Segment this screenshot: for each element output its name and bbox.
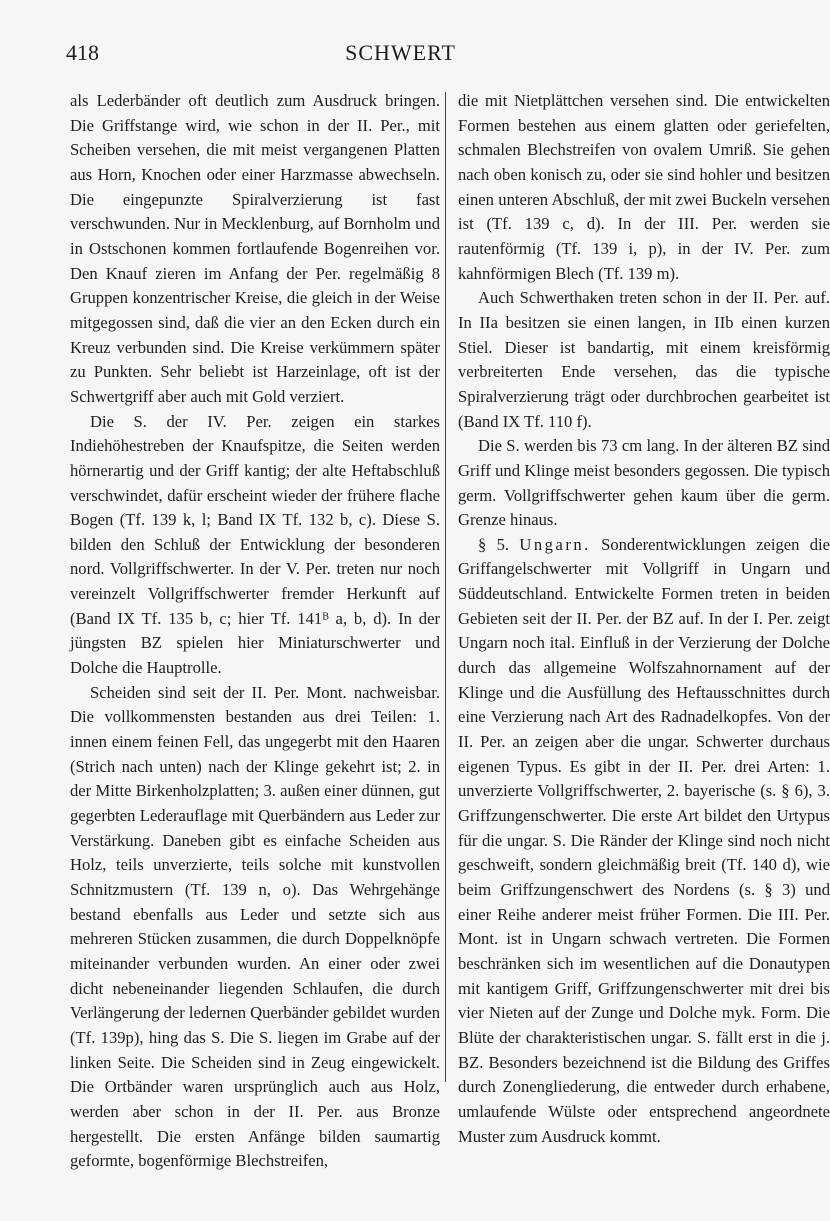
- section-paragraph: [458, 533, 830, 1149]
- column-divider: [445, 92, 446, 1082]
- right-paragraph-1: die mit Nietplättchen versehen sind. Die entwickelten Formen bestehen aus einem glatten oder geriefelten, schmalen Blechstreifen von ovalem Umriß. Sie gehen nach oben konisch zu, oder sie sind hohler und besitzen einen unteren Abschluß, der mit zwei Buckeln versehen ist (Tf. 139 c, d). In der III. Per. werden sie rautenförmig (Tf. 139 i, p), in der IV. Per. zum kahnförmigen Blech (Tf. 139 m).: [458, 91, 830, 283]
- section-text: Sonderentwicklungen zeigen die Griffangelschwerter mit Vollgriff in Ungarn und Süddeutschland. Entwickelte Formen treten in beiden Gebieten seit der II. Per. der BZ auf. In der I. Per. zeigt Ungarn noch ital. Einfluß in der Verzierung der Dolche durch das allgemeine Wolfszahnornament auf der Klinge und die Ausfüllung des Heftausschnittes durch eine Verzierung nach Art des Radnadelkopfes. Von der II. Per. an zeigen aber die ungar. Schwerter durchaus eigenen Typus. Es gibt in der II. Per. drei Arten: 1. unverzierte Vollgriffschwerter, 2. bayerische (s. § 6), 3. Griffzungenschwerter. Die erste Art bildet den Urtypus für die ungar. S. Die Ränder der Klinge sind noch nicht geschweift, sondern gleichmäßig breit (Tf. 140 d), wie beim Griffzungenschwert des Nordens (s. § 3) und einer Reihe anderer meist früher Formen. Die III. Per. Mont. ist in Ungarn schwach vertreten. Die Formen beschränken sich im wesentlichen auf die Donautypen mit kantigem Griff, Griffzungenschwerter mit drei bis vier Nieten auf der Zunge und Dolche myk. Form. Die Blüte der charakteristischen ungar. S. fällt erst in die j. BZ. Besonders bezeichnend ist die Bildung des Griffes durch Zonengliederung, die entweder durch erhabene, umlaufende Wülste oder entsprechend angeordnete Muster zum Ausdruck kommt.: [458, 534, 830, 1146]
- right-column: [458, 89, 830, 1149]
- right-paragraph-2: Auch Schwerthaken treten schon in der II. Per. auf. In IIa besitzen sie einen langen, in IIb einen kurzen Stiel. Dieser ist bandartig, mit einem kreisförmig verbreiterten Ende versehen, das die typische Spiralverzierung trägt oder durchbrochen gearbeitet ist (Band IX Tf. 110 f).: [458, 288, 830, 431]
- left-column: [70, 89, 440, 1174]
- left-paragraph-2: Die S. der IV. Per. zeigen ein starkes Indiehöhestreben der Knaufspitze, die Seiten werden hörnerartig und der Griff kantig; der alte Heftabschluß verschwindet, dafür erscheint wieder der frühere flache Bogen (Tf. 139 k, l; Band IX Tf. 132 b, c). Diese S. bilden den Schluß der Entwicklung der besonderen nord. Vollgriffschwerter. In der V. Per. treten nur noch vereinzelt Vollgriffschwerter fremder Herkunft auf (Band IX Tf. 135 b, c; hier Tf. 141ᴮ a, b, d). In der jüngsten BZ spielen hier Miniaturschwerter und Dolche die Hauptrolle.: [70, 411, 440, 678]
- page-number: 418: [66, 40, 99, 65]
- section-heading: Ungarn.: [519, 534, 591, 554]
- running-title: SCHWERT: [345, 40, 456, 65]
- page-header: [0, 40, 801, 70]
- left-paragraph-3: Scheiden sind seit der II. Per. Mont. nachweisbar. Die vollkommensten bestanden aus drei Teilen: 1. innen einem feinen Fell, das ungegerbt mit den Haaren (Strich nach unten) nach der Klinge gekehrt ist; 2. in der Mitte Birkenholzplatten; 3. außen einer dünnen, gut gegerbten Lederauflage mit Querbändern aus Leder zur Verstärkung. Daneben gibt es einfache Scheiden aus Holz, teils unverzierte, teils solche mit kunstvollen Schnitzmustern (Tf. 139 n, o). Das Wehrgehänge bestand ebenfalls aus Leder und setzte sich aus mehreren Stücken zusammen, die durch Doppelknöpfe miteinander verbunden wurden. An einer oder zwei dicht nebeneinander liegenden Schlaufen, die durch Verlängerung der ledernen Querbänder gebildet wurden (Tf. 139p), hing das S. Die S. liegen im Grabe auf der linken Seite. Die Scheiden sind in Zeug eingewickelt. Die Ortbänder waren ursprünglich auch aus Holz, werden aber schon in der II. Per. aus Bronze hergestellt. Die ersten Anfänge bilden saumartig geformte, bogenförmige Blechstreifen,: [70, 682, 440, 1171]
- left-paragraph-1: als Lederbänder oft deutlich zum Ausdruck bringen. Die Griffstange wird, wie schon in der II. Per., mit Scheiben versehen, die mit meist vergangenen Platten aus Horn, Knochen oder einer Harzmasse abwechseln. Die eingepunzte Spiralverzierung ist fast verschwunden. Nur in Mecklenburg, auf Bornholm und in Ostschonen kommen fortlaufende Bogenreihen vor. Den Knauf zieren im Anfang der Per. regelmäßig 8 Gruppen konzentrischer Kreise, die gleich in der Weise mitgegossen sind, daß die vier an den Ecken durch ein Kreuz verbunden sind. Die Kreise verkümmern später zu Punkten. Sehr beliebt ist Harzeinlage, oft ist der Schwertgriff aber auch mit Gold verziert.: [70, 91, 440, 406]
- section-number: § 5.: [478, 534, 510, 554]
- right-paragraph-3: Die S. werden bis 73 cm lang. In der älteren BZ sind Griff und Klinge meist besonders gegossen. Die typisch germ. Vollgriffschwerter gehen kaum über die germ. Grenze hinaus.: [458, 436, 830, 530]
